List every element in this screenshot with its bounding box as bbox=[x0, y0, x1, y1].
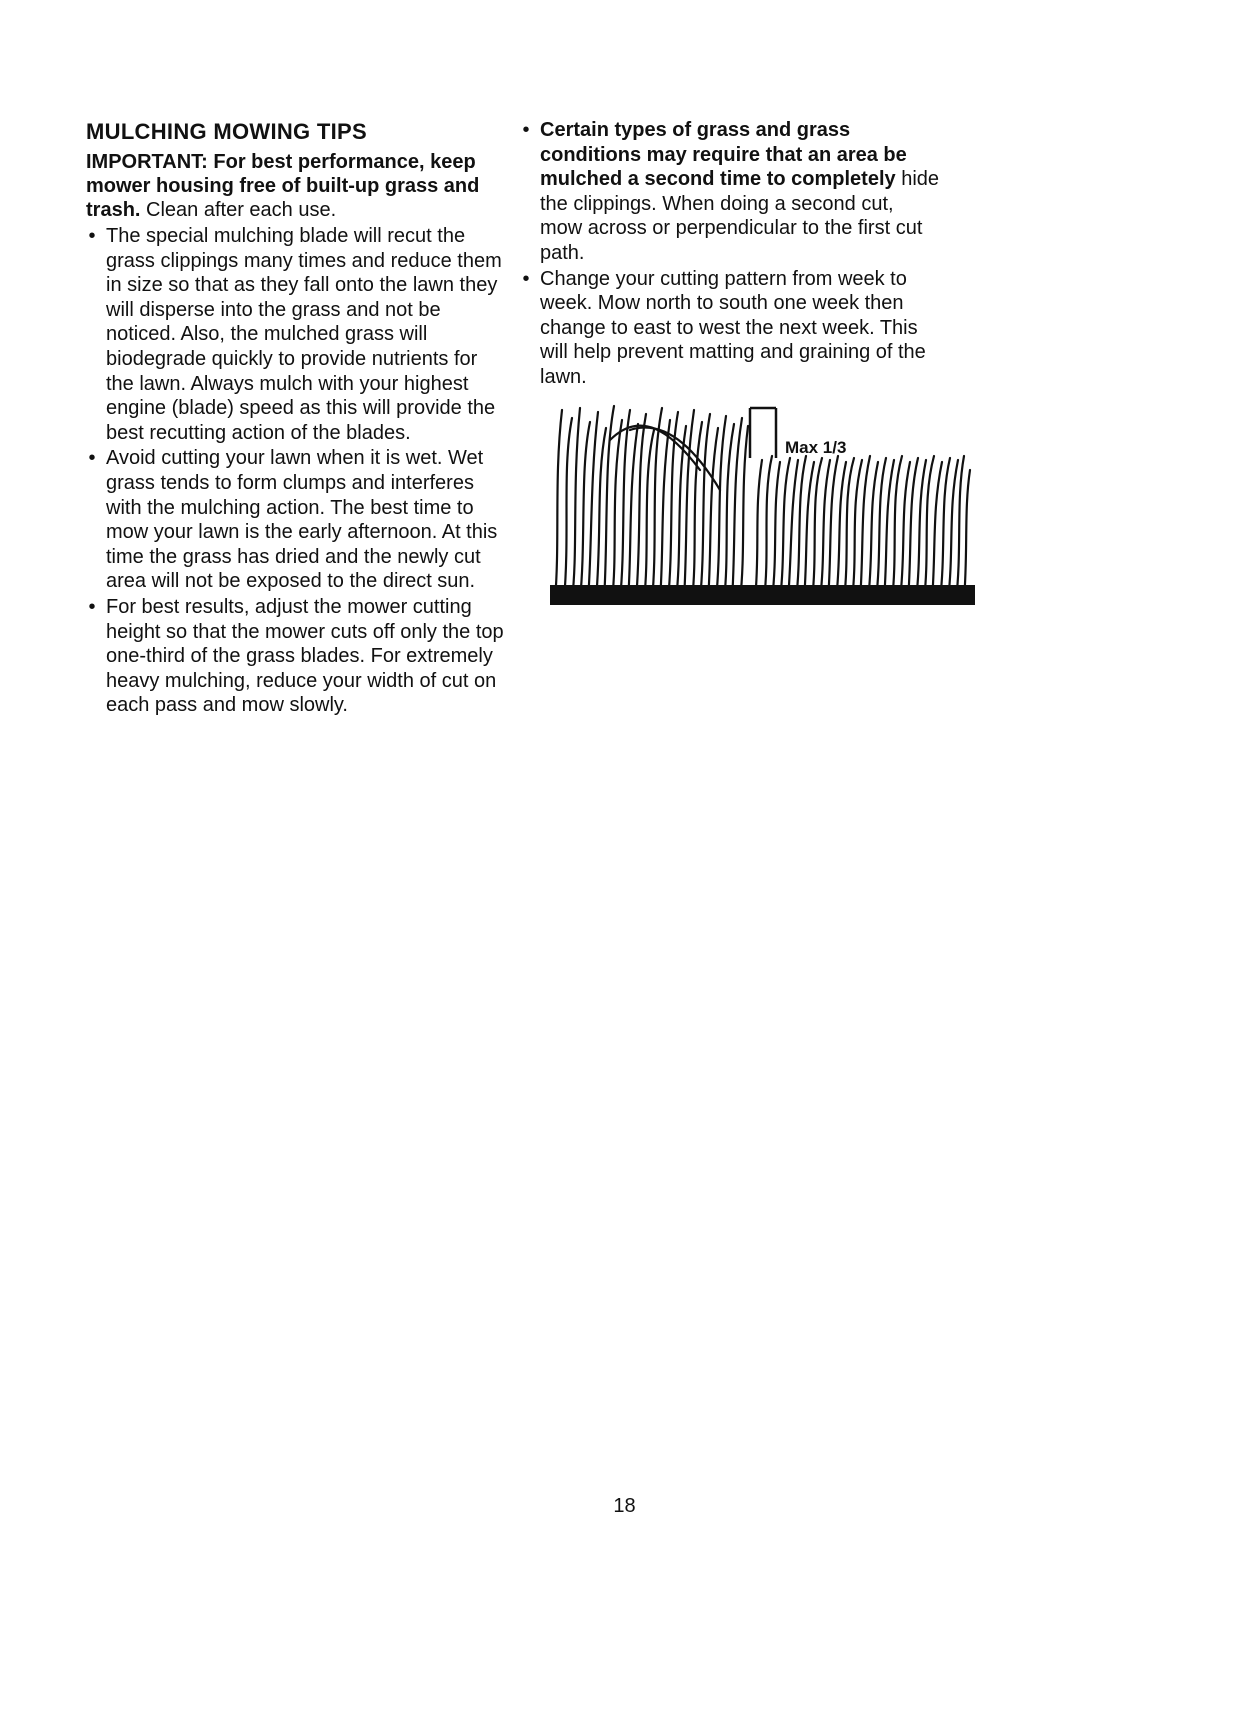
right-bullet-list bbox=[520, 118, 940, 390]
list-item-text: Change your cutting pattern from week to week. Mow north to south one week then change to east to west the next week. This will help prevent matting and graining of the lawn. bbox=[540, 267, 926, 388]
important-note bbox=[86, 150, 506, 222]
list-item-bold-text: Certain types of grass and grass conditions may require that an area be mulched a second time to completely bbox=[540, 119, 907, 191]
important-label: IMPORTANT: bbox=[86, 151, 208, 173]
right-column bbox=[520, 118, 940, 391]
bullet-icon: • bbox=[522, 267, 530, 290]
bullet-icon: • bbox=[88, 447, 96, 470]
list-item bbox=[86, 224, 506, 445]
left-column bbox=[86, 118, 506, 719]
list-item bbox=[520, 267, 940, 390]
max-cut-label: Max 1/3 bbox=[785, 438, 847, 457]
bullet-icon: • bbox=[88, 595, 96, 618]
grass-illustration-icon bbox=[550, 400, 1020, 605]
list-item-text: For best results, adjust the mower cutting height so that the mower cuts off only the top one-third of the grass blades. For extremely heavy mulching, reduce your width of cut on each pass and mow slowly. bbox=[106, 595, 504, 717]
grass-cut-figure bbox=[550, 400, 1020, 605]
important-tail: Clean after each use. bbox=[146, 199, 337, 221]
list-item-text: hide the clippings. When doing a second cut, mow across or perpendicular to the first cut path. bbox=[540, 168, 940, 264]
bullet-icon: • bbox=[522, 119, 530, 141]
page-number: 18 bbox=[613, 1495, 636, 1517]
left-bullet-list bbox=[86, 224, 506, 718]
section-heading: MULCHING MOWING TIPS bbox=[86, 119, 367, 144]
bullet-icon: • bbox=[88, 225, 96, 247]
important-text: For best performance, keep mower housing free of built-up grass and trash. bbox=[86, 151, 480, 221]
list-item-text: Avoid cutting your lawn when it is wet. Wet grass tends to form clumps and interferes with the mulching action. The best time to mow your lawn is the early afternoon. At this time the grass has dried and the newly cut area will not be exposed to the direct sun. bbox=[106, 447, 498, 593]
list-item bbox=[520, 118, 940, 266]
list-item bbox=[86, 446, 506, 594]
list-item-text: The special mulching blade will recut the grass clippings many times and reduce them in size so that as they fall onto the lawn they will disperse into the grass and not be noticed. Also, the mulched grass will biodegrade quickly to provide nutrients for the lawn. Always mulch with your highest engine (blade) speed as this will provide the best recutting action of the blades. bbox=[106, 225, 502, 444]
list-item bbox=[86, 595, 506, 718]
